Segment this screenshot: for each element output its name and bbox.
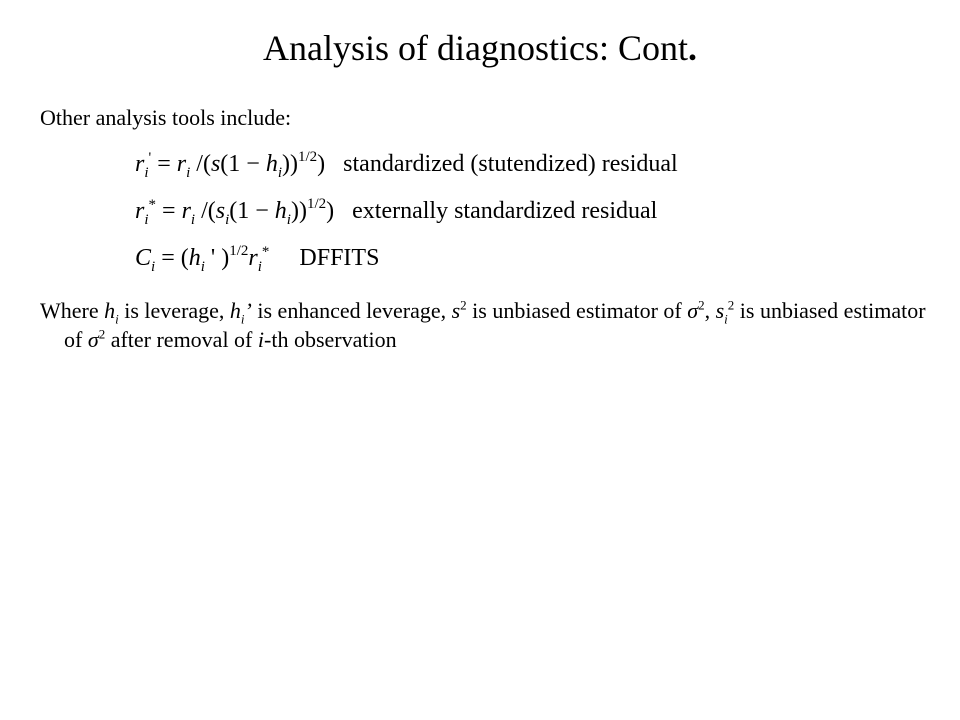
formula-description: standardized (stutendized) residual (343, 150, 678, 177)
title-dot: . (688, 28, 697, 68)
formula-math: $r_i' = r_i$ $/(s(1 - h_i))^{1/2}$) (135, 148, 326, 181)
intro-text: Other analysis tools include: (40, 105, 292, 130)
formula-math: $r_i^* = r_i$ $/(s_i(1 - h_i))^{1/2}$) (135, 195, 335, 228)
formula-description: externally standardized residual (352, 197, 658, 224)
title-text: Analysis of diagnostics: Cont (263, 28, 688, 68)
formula-dffits (135, 238, 379, 278)
formula-description: DFFITS (299, 244, 380, 271)
slide-title (0, 26, 960, 70)
formula-external-residual (135, 191, 657, 231)
formula-standardized-residual (135, 144, 678, 184)
definitions-paragraph: Where $h_i$ is leverage, $h_i$’ is enhanced leverage, $s^2$ is unbiased estimator of $\sigma^2$, $s_i^2$ is unbiased estimator of $\sigma^2$ after removal of i-th observation (40, 297, 926, 352)
formula-math: $C_i = (h_i$ ' )$^{1/2}r_i^*$ (135, 242, 270, 275)
sigma-symbol: σ (87, 327, 99, 352)
sigma-symbol: σ (687, 298, 699, 323)
